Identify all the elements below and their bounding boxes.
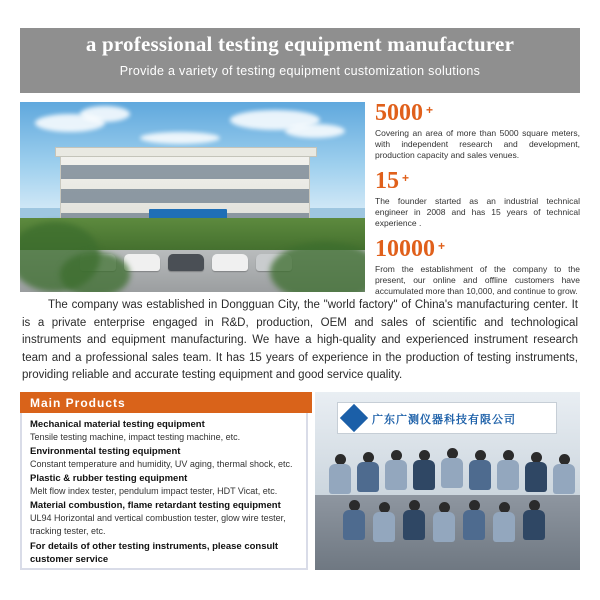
stat-plus-sign: + — [402, 170, 410, 185]
team-member — [343, 500, 365, 540]
product-item — [30, 445, 300, 471]
team-member — [523, 500, 545, 540]
team-member — [385, 450, 407, 490]
building-roof — [55, 147, 317, 157]
cloud-shape — [140, 132, 220, 144]
person-body — [385, 460, 407, 490]
team-member — [525, 452, 547, 492]
product-consult-note: For details of other testing instruments, please consult customer service — [30, 541, 279, 565]
main-products-header: Main Products — [20, 392, 312, 413]
stat-description: The founder started as an industrial technical engineer in 2008 and has 15 years of technical experience . — [375, 196, 580, 228]
person-body — [357, 462, 379, 492]
company-name-text: 广东广测仪器科技有限公司 — [372, 414, 516, 426]
stat-item — [375, 168, 580, 229]
product-description: Tensile testing machine, impact testing machine, etc. — [30, 432, 241, 442]
person-body — [413, 460, 435, 490]
person-body — [403, 510, 425, 540]
person-body — [329, 464, 351, 494]
product-title: Material combustion, flame retardant testing equipment — [30, 500, 281, 511]
person-body — [463, 510, 485, 540]
parked-car — [124, 254, 160, 271]
header-banner — [20, 28, 580, 93]
stat-plus-sign: + — [426, 102, 434, 117]
company-introduction-paragraph: The company was established in Dongguan City, the "world factory" of China's manufacturing center. It is a private enterprise engaged in R&D, production, OEM and sales of scientific and technological instruments and equipment manufacturing. We have a high-quality and experienced instrument research team and a professional sales team. It has 15 years of experience in the production of testing instruments, providing reliable and accurate testing equipment and good service quality. — [22, 299, 578, 381]
main-products-list — [22, 414, 306, 566]
team-member — [413, 450, 435, 490]
team-member — [357, 452, 379, 492]
person-body — [553, 464, 575, 494]
main-products-section — [20, 392, 308, 570]
team-member — [497, 450, 519, 490]
person-body — [343, 510, 365, 540]
person-body — [497, 460, 519, 490]
product-description: Constant temperature and humidity, UV aging, thermal shock, etc. — [30, 459, 293, 469]
product-title: Mechanical material testing equipment — [30, 419, 205, 430]
stat-description: Covering an area of more than 5000 square meters, with independent research and development, production capacity and sales venues. — [375, 128, 580, 160]
team-member — [553, 454, 575, 494]
person-body — [523, 510, 545, 540]
person-body — [493, 512, 515, 542]
company-team-photo — [315, 392, 580, 570]
product-description: Melt flow index tester, pendulum impact tester, HDT Vicat, etc. — [30, 486, 278, 496]
person-body — [373, 512, 395, 542]
company-logo-icon — [340, 404, 368, 432]
team-member — [469, 450, 491, 490]
foreground-foliage — [60, 252, 130, 292]
building-window-band — [61, 165, 309, 179]
team-member — [329, 454, 351, 494]
team-member — [463, 500, 485, 540]
person-body — [469, 460, 491, 490]
stat-number: 15 — [375, 168, 399, 194]
person-body — [433, 512, 455, 542]
banner-subtitle: Provide a variety of testing equipment customization solutions — [119, 64, 481, 78]
stat-description: From the establishment of the company to the present, our online and offline customers have accumulated more than 10,000, and continue to grow. — [375, 264, 580, 296]
company-building-photo — [20, 102, 365, 292]
team-member — [433, 502, 455, 542]
stat-number: 10000 — [375, 236, 435, 262]
team-member — [493, 502, 515, 542]
statistics-column — [375, 100, 580, 304]
product-description: UL94 Horizontal and vertical combustion tester, glow wire tester, tracking tester, etc. — [30, 513, 286, 536]
banner-title: a professional testing equipment manufacturer — [85, 32, 515, 56]
product-item — [30, 418, 300, 444]
stat-item — [375, 236, 580, 297]
product-title: Environmental testing equipment — [30, 446, 181, 457]
parked-car — [212, 254, 248, 271]
company-name-banner — [337, 402, 557, 434]
stat-item — [375, 100, 580, 161]
team-member — [373, 502, 395, 542]
cloud-shape — [80, 106, 130, 122]
building-window-band — [61, 189, 309, 203]
parked-car — [168, 254, 204, 271]
team-member — [403, 500, 425, 540]
person-body — [525, 462, 547, 492]
team-member — [441, 448, 463, 488]
product-title: Plastic & rubber testing equipment — [30, 473, 188, 484]
person-body — [441, 458, 463, 488]
product-item — [30, 472, 300, 498]
stat-plus-sign: + — [438, 238, 446, 253]
cloud-shape — [285, 124, 345, 138]
stat-number: 5000 — [375, 100, 423, 126]
product-item — [30, 499, 300, 538]
